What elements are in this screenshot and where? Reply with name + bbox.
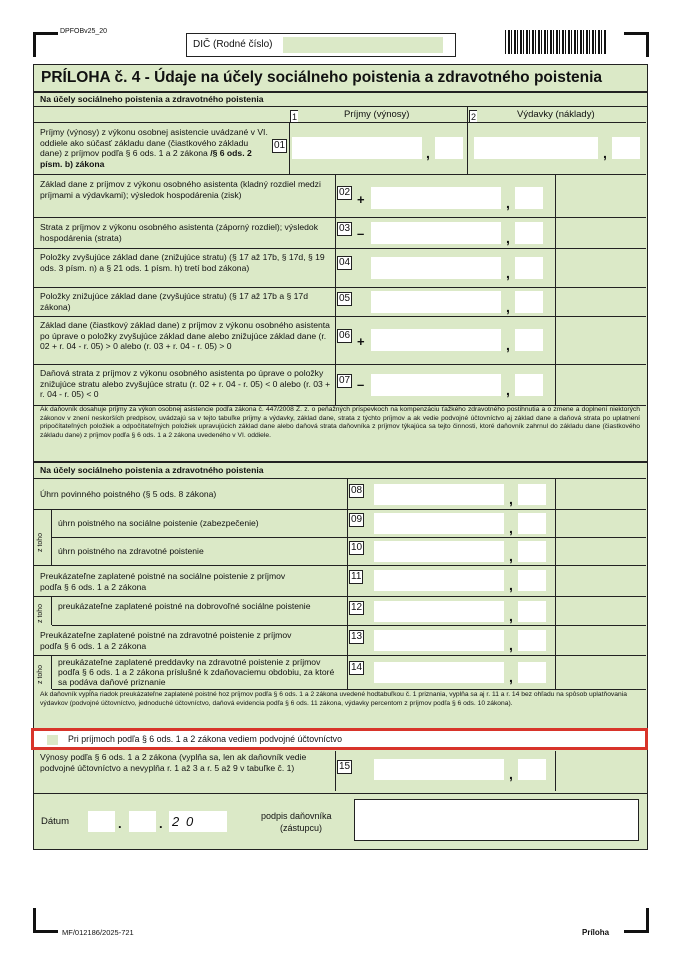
row-01-bold: /§ 6 ods. 2 písm. b) zákona [40, 148, 252, 169]
z-toho-label: z toho [37, 532, 44, 552]
row-13-label: Preukázateľne zaplatené poistné na zdravotné poistenie z príjmov podľa § 6 ods. 1 a 2 zákona [40, 630, 292, 651]
comma: , [509, 669, 513, 685]
row-11 [34, 566, 646, 597]
row-01-income-cents[interactable] [435, 137, 463, 159]
divider [289, 123, 290, 174]
divider [555, 218, 556, 248]
comma: , [509, 491, 513, 507]
row-number: 07 [339, 375, 351, 386]
dic-input[interactable] [283, 37, 447, 53]
signature-field[interactable] [354, 799, 639, 841]
row-14-label: preukázateľne zaplatené preddavky na zdravotné poistenie z príjmov podľa § 6 ods. 1 a 2 zákona príslušné k zdaňovaciemu obdobiu, za ktoré sa podáva daňové priznanie [58, 657, 335, 687]
row-13-cents[interactable] [518, 630, 546, 651]
comma: , [509, 548, 513, 564]
row-12-cents[interactable] [518, 601, 546, 622]
row-05-cents[interactable] [515, 291, 543, 313]
row-number: 03 [339, 223, 351, 234]
row-05-label: Položky znižujúce základ dane (zvyšujúce stratu) (§ 17 až 17b a § 17d zákona) [40, 291, 308, 312]
priloha-label: Príloha [582, 928, 610, 937]
row-06-cents[interactable] [515, 329, 543, 351]
comma: , [426, 145, 430, 161]
row-14 [52, 656, 646, 690]
section2-heading: Na účely sociálneho poistenia a zdravotného poistenia [40, 465, 264, 475]
datum-label: Dátum [41, 816, 69, 827]
row-04-cents[interactable] [515, 257, 543, 279]
divider [555, 597, 556, 625]
row-06-input[interactable] [371, 329, 501, 351]
row-14-input[interactable] [374, 662, 504, 683]
title-bar [33, 64, 648, 92]
row-01-expense-input[interactable] [474, 137, 598, 159]
divider [555, 288, 556, 316]
row-06-sign: + [357, 334, 365, 349]
divider [347, 510, 348, 537]
corner-mark-top-right [624, 32, 649, 57]
section1-heading: Na účely sociálneho poistenia a zdravotného poistenia [40, 94, 264, 104]
row-03-sign: – [357, 226, 365, 241]
row-08-cents[interactable] [518, 484, 546, 505]
dic-field [186, 33, 456, 57]
double-entry-checkbox[interactable] [47, 735, 58, 745]
comma: , [506, 337, 510, 353]
row-03-input[interactable] [371, 222, 501, 244]
row-number: 08 [351, 485, 363, 496]
row-10-input[interactable] [374, 541, 504, 562]
row-15-cents[interactable] [518, 759, 546, 780]
row-13 [34, 626, 646, 656]
row-15-label: Výnosy podľa § 6 ods. 1 a 2 zákona (vyplňa sa, len ak daňovník vedie podvojné účtovníctvo a nevyplňa r. 1 až 3 a r. 5 až 9 v tabuľke č. 1) [40, 752, 307, 773]
row-12-label: preukázateľne zaplatené poistné na dobrovoľné sociálne poistenie [58, 601, 311, 611]
row-number: 13 [351, 631, 363, 642]
row-07-label: Daňová strata z príjmov z výkonu osobného asistenta po úprave o položky znižujúce stratu alebo zvyšujúce stratu (r. 02 + r. 04 - r. 05) < 0 alebo (r. 03 + r. 04 - r. 05) < 0 [40, 368, 331, 399]
date-month-input[interactable] [129, 811, 156, 832]
divider [347, 597, 348, 625]
section2-header [34, 463, 646, 479]
date-separator: . [159, 816, 163, 831]
row-12 [52, 597, 646, 626]
year-digit: 0 [186, 814, 194, 829]
row-number: 15 [339, 761, 351, 772]
divider [335, 175, 336, 217]
divider [335, 317, 336, 364]
comma: , [506, 230, 510, 246]
col-divider [467, 107, 468, 123]
row-number: 10 [351, 542, 363, 553]
row-08-label: Úhrn povinného poistného (§ 5 ods. 8 zákona) [40, 489, 217, 499]
date-year-input[interactable] [169, 811, 227, 832]
row-15-input[interactable] [374, 759, 504, 780]
comma: , [506, 382, 510, 398]
row-04-input[interactable] [371, 257, 501, 279]
comma: , [509, 608, 513, 624]
signature-label: podpis daňovníka [261, 811, 332, 821]
col2-label: Výdavky (náklady) [517, 109, 595, 120]
row-11-cents[interactable] [518, 570, 546, 591]
col2-number: 2 [471, 112, 477, 122]
z-toho-group-2 [34, 597, 52, 625]
corner-mark-top-left [33, 32, 58, 57]
divider [347, 538, 348, 565]
row-01-income-input[interactable] [292, 137, 422, 159]
divider [555, 510, 556, 537]
z-toho-label: z toho [37, 664, 44, 684]
row-05-input[interactable] [371, 291, 501, 313]
date-day-input[interactable] [88, 811, 115, 832]
comma: , [603, 145, 607, 161]
checkbox-label: Pri príjmoch podľa § 6 ods. 1 a 2 zákona vediem podvojné účtovníctvo [68, 734, 342, 744]
divider [347, 566, 348, 596]
comma: , [509, 577, 513, 593]
mf-code: MF/012186/2025-721 [62, 928, 134, 937]
row-01 [34, 123, 646, 175]
row-07 [34, 365, 646, 406]
row-number: 09 [351, 514, 363, 525]
comma: , [509, 637, 513, 653]
comma: , [509, 766, 513, 782]
section1-rows [34, 175, 646, 431]
comma: , [506, 299, 510, 315]
divider [335, 751, 336, 791]
row-11-input[interactable] [374, 570, 504, 591]
row-14-cents[interactable] [518, 662, 546, 683]
row-06 [34, 317, 646, 365]
z-toho-label: z toho [37, 603, 44, 623]
col1-number: 1 [292, 112, 298, 122]
divider [335, 218, 336, 248]
row-number: 02 [339, 187, 351, 198]
row-02-label: Základ dane z príjmov z výkonu osobného asistenta (kladný rozdiel medzi príjmami a výdavkami); výsledok hospodárenia (zisk) [40, 179, 321, 200]
divider [555, 751, 556, 791]
row-15 [34, 751, 646, 791]
row-12-input[interactable] [374, 601, 504, 622]
divider [555, 175, 556, 217]
row-10 [52, 538, 646, 566]
row-number: 11 [351, 571, 362, 582]
row-05 [34, 288, 646, 317]
signature-sublabel: (zástupcu) [280, 823, 323, 833]
divider [555, 249, 556, 287]
row-07-cents[interactable] [515, 374, 543, 396]
divider [335, 288, 336, 316]
comma: , [509, 520, 513, 536]
checkbox-row-highlight [31, 728, 648, 750]
row-06-label: Základ dane (čiastkový základ dane) z príjmov z výkonu osobného asistenta po úprave o položky zvyšujúce základ dane alebo znižujúce základ dane (r. 02 + r. 04 - r. 05) > 0 alebo (r. 03 + r. 04 - r. 05) > 0 [40, 320, 330, 351]
section1-header [34, 93, 647, 107]
row-09-input[interactable] [374, 513, 504, 534]
divider [555, 365, 556, 405]
comma: , [506, 265, 510, 281]
row-02-sign: + [357, 192, 365, 207]
row-11-label: Preukázateľne zaplatené poistné na sociálne poistenie z príjmov podľa § 6 ods. 1 a 2 zákona [40, 571, 286, 592]
row-04 [34, 249, 646, 288]
row-03-label: Strata z príjmov z výkonu osobného asistenta (záporný rozdiel); výsledok hospodárenia (strata) [40, 222, 318, 243]
row-number: 14 [351, 662, 363, 673]
row-number: 05 [339, 293, 351, 304]
dic-label: DIČ (Rodné číslo) [193, 39, 273, 50]
divider [467, 123, 468, 174]
divider [555, 566, 556, 596]
row-10-label: úhrn poistného na zdravotné poistenie [58, 546, 204, 556]
row-01-text: Príjmy (výnosy) z výkonu osobnej asistencie uvádzané v VI. oddiele ako súčasť základu dane (čiastkového základu dane) z príjmov podľa § 6 ods. 1 a 2 zákona [40, 127, 268, 158]
row-number: 12 [351, 602, 363, 613]
page-title: PRÍLOHA č. 4 - Údaje na účely sociálneho poistenia a zdravotného poistenia [41, 69, 602, 86]
row-number: 06 [339, 330, 351, 341]
date-signature-block [33, 793, 648, 850]
row-13-input[interactable] [374, 630, 504, 651]
row-01-label [40, 127, 268, 169]
year-digit: 2 [172, 814, 180, 829]
row-08-input[interactable] [374, 484, 504, 505]
comma: , [506, 195, 510, 211]
divider [347, 656, 348, 689]
row-07-input[interactable] [371, 374, 501, 396]
divider [555, 538, 556, 565]
row-03-cents[interactable] [515, 222, 543, 244]
row-10-cents[interactable] [518, 541, 546, 562]
divider [335, 365, 336, 405]
z-toho-group-1 [34, 510, 52, 565]
z-toho-group-3 [34, 656, 52, 689]
row-02 [34, 175, 646, 218]
row-02-input[interactable] [371, 187, 501, 209]
date-separator: . [118, 816, 122, 831]
divider [335, 249, 336, 287]
section2-note: Ak daňovník vypĺňa riadok preukázateľne zaplatené poistné hoz príjmov podľa § 6 ods. 1 a 2 zákona uvedené hodtabuľkou č. 1 priznania, vyplňa sa aj r. 11 a r. 14 bez ohľadu na spôsob uplatňovania výdavkov (podvojné účtovníctvo, jednoduché účtovníctvo, daňová evidencia podľa § 6 ods. 11 zákona, výdavky percentom z príjmov podľa § 6 ods. 10 zákona). [40, 691, 627, 707]
row-09 [52, 510, 646, 538]
divider [347, 626, 348, 655]
divider [555, 317, 556, 364]
barcode [505, 30, 607, 54]
corner-mark-bottom-left [33, 908, 58, 933]
col1-label: Príjmy (výnosy) [344, 109, 410, 120]
divider [555, 479, 556, 509]
divider [347, 479, 348, 509]
row-02-cents[interactable] [515, 187, 543, 209]
divider [555, 626, 556, 655]
row-09-cents[interactable] [518, 513, 546, 534]
row-04-label: Položky zvyšujúce základ dane (znižujúce stratu) (§ 17 až 17b, § 17d, § 19 ods. 3 písm. n) a § 21 ods. 1 písm. h) tretí bod zákona) [40, 252, 325, 273]
row-03 [34, 218, 646, 249]
row-07-sign: – [357, 377, 365, 392]
divider [555, 656, 556, 689]
row-number: 01 [274, 140, 286, 151]
corner-mark-bottom-right [624, 908, 649, 933]
form-code: DPFOBv25_20 [60, 28, 108, 35]
row-number: 04 [339, 257, 351, 268]
section1-note: Ak daňovník dosahuje príjmy za výkon osobnej asistencie podľa zákona č. 447/2008 Z. z. o peňažných príspevkoch na kompenzáciu ťažkého zdravotného postihnutia a o zmene a doplnení niektorých zákonov v znení neskorších predpisov, uvádzajú sa v tejto tabuľke príjmy a výdavky, základ dane, strata z týchto príjmov a ak vedie podvojné účtovníctvo aj základ dane a daňová strata po uplatnení pripočítateľných položiek a odpočítateľných položiek upravujúcich základ dane alebo daňová strata daňovníka z príjmov týkajúca sa tejto činnosti, ktoré daňovník zahrnul do základu dane (čiastkového základu dane) z príjmov podľa § 6 ods. 1 a 2 zákona uvedeného v VI. oddiele. [40, 406, 640, 439]
row-08 [34, 479, 646, 510]
row-09-label: úhrn poistného na sociálne poistenie (zabezpečenie) [58, 518, 259, 528]
row-01-expense-cents[interactable] [612, 137, 640, 159]
